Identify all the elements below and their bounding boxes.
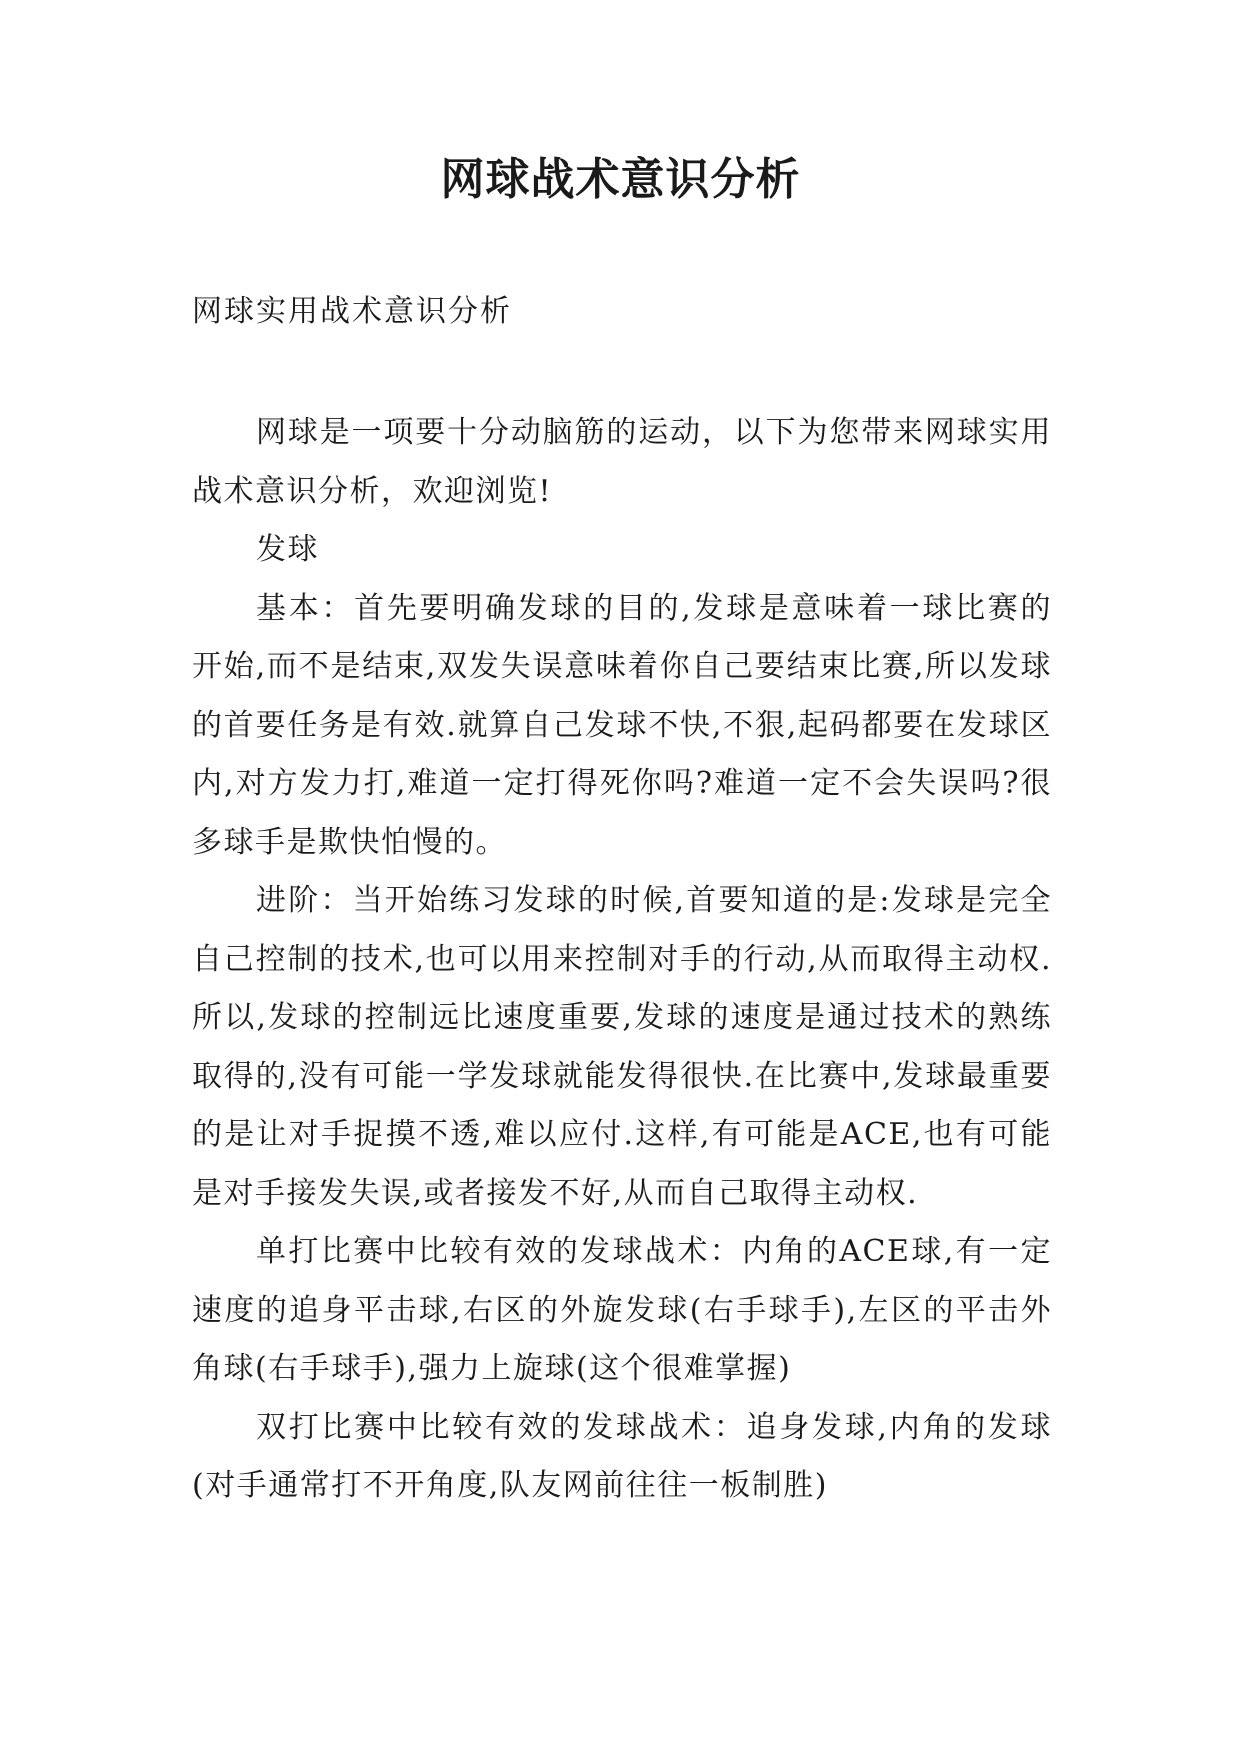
document-body bbox=[192, 404, 1052, 1516]
paragraph-doubles-tactics: 双打比赛中比较有效的发球战术：追身发球,内角的发球(对手通常打不开角度,队友网前往往一板制胜) bbox=[192, 1409, 1052, 1503]
document-title: 网球战术意识分析 bbox=[440, 154, 801, 205]
paragraph-singles-tactics: 单打比赛中比较有效的发球战术：内角的ACE球,有一定速度的追身平击球,右区的外旋发球(右手球手),左区的平击外角球(右手球手),强力上旋球(这个很难掌握) bbox=[192, 1234, 1052, 1386]
paragraph-advanced: 进阶：当开始练习发球的时候,首要知道的是:发球是完全自己控制的技术,也可以用来控制对手的行动,从而取得主动权.所以,发球的控制远比速度重要,发球的速度是通过技术的熟练取得的,没有可能一学发球就能发得很快.在比赛中,发球最重要的是让对手捉摸不透,难以应付.这样,有可能是ACE,也有可能是对手接发失误,或者接发不好,从而自己取得主动权. bbox=[192, 883, 1052, 1211]
paragraph-basic: 基本：首先要明确发球的目的,发球是意味着一球比赛的开始,而不是结束,双发失误意味着你自己要结束比赛,所以发球的首要任务是有效.就算自己发球不快,不狠,起码都要在发球区内,对方发力打,难道一定打得死你吗?难道一定不会失误吗?很多球手是欺快怕慢的。 bbox=[192, 590, 1052, 860]
paragraph-intro: 网球是一项要十分动脑筋的运动，以下为您带来网球实用战术意识分析，欢迎浏览! bbox=[192, 415, 1052, 509]
document-subtitle: 网球实用战术意识分析 bbox=[192, 294, 512, 329]
section-heading-serve: 发球 bbox=[256, 532, 319, 567]
